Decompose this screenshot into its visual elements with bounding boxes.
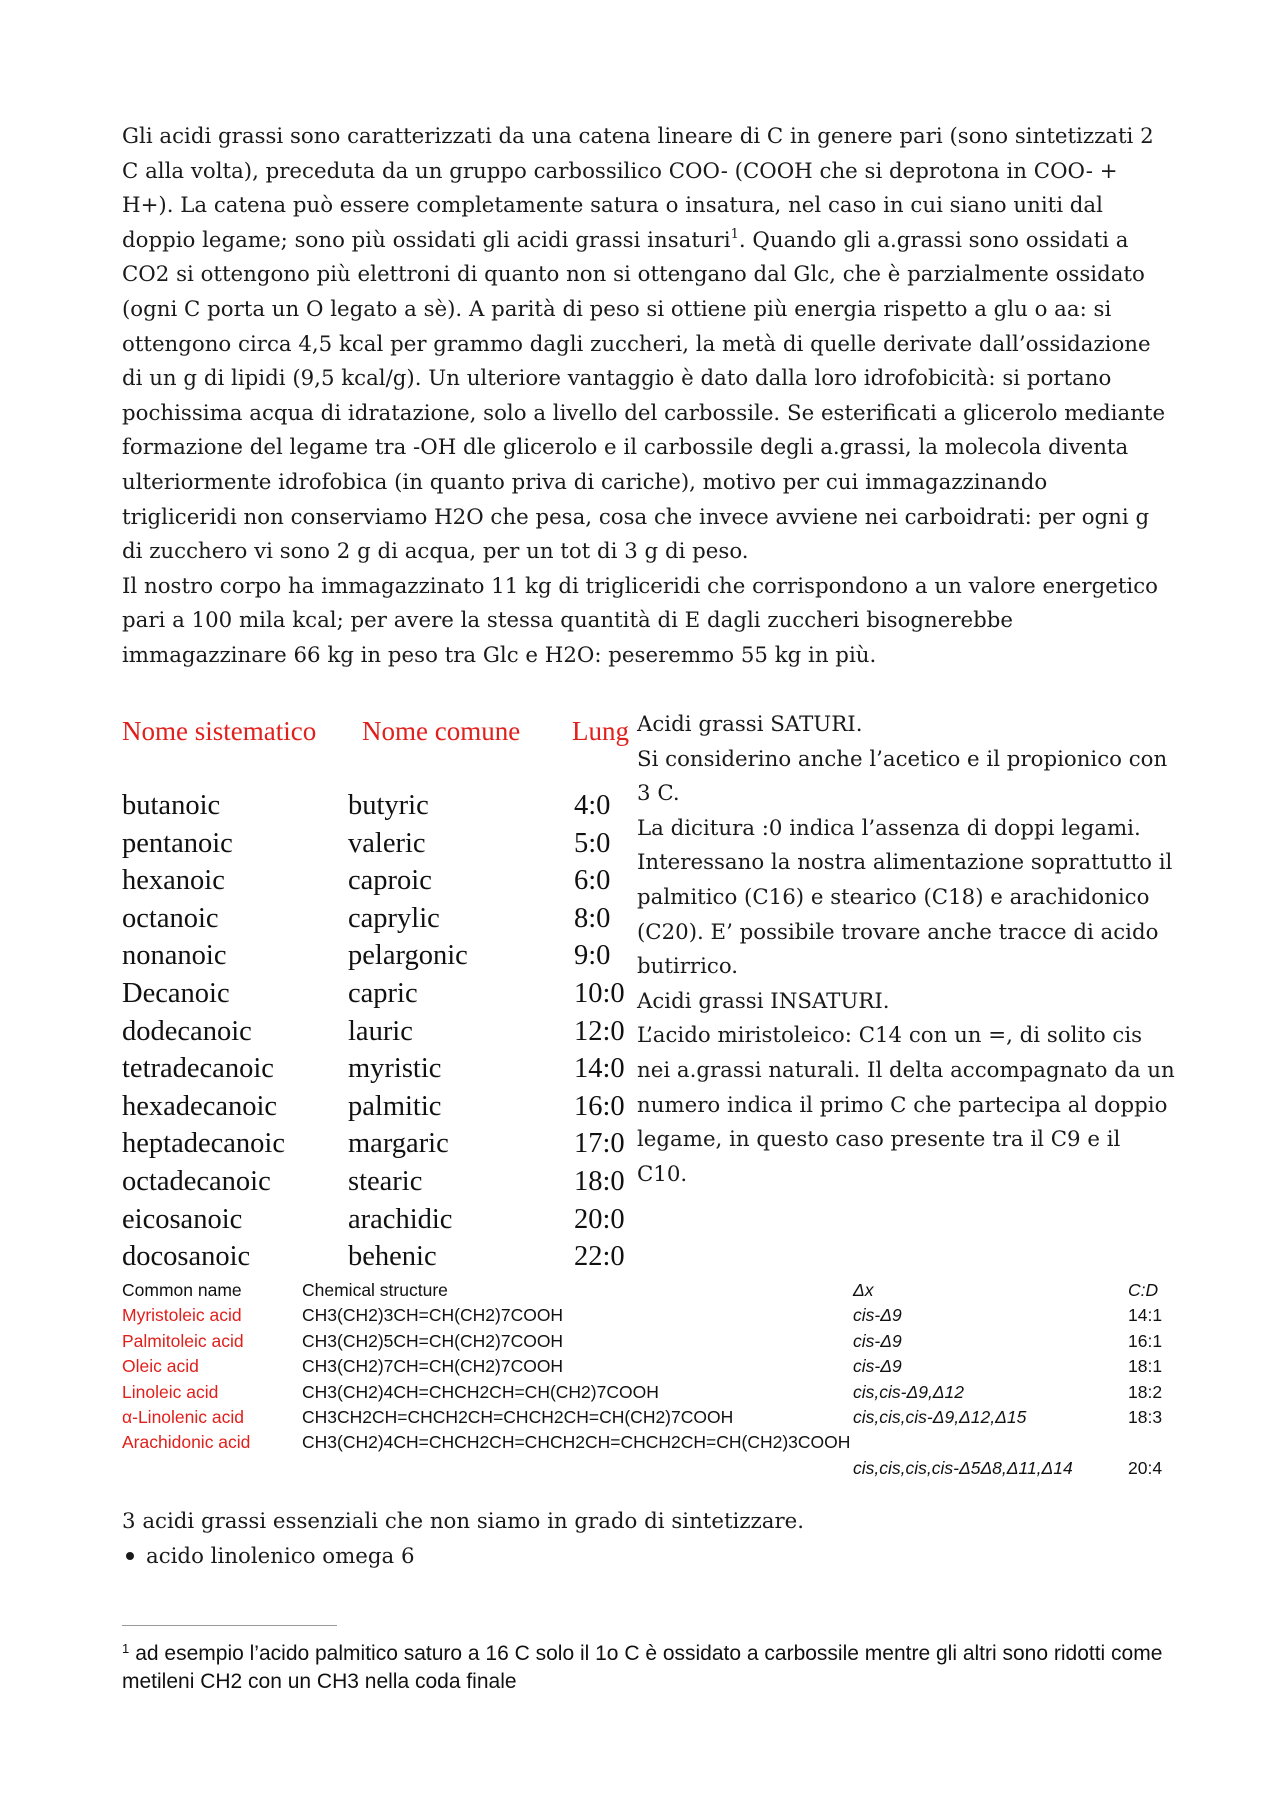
header-delta: Δx: [853, 1280, 874, 1300]
length-cell: 8:0: [574, 902, 611, 934]
acid-name-cell: α-Linolenic acid: [122, 1407, 244, 1427]
length-cell: 12:0: [574, 1015, 625, 1047]
cd-cell: 20:4: [1128, 1457, 1163, 1478]
side-note-line: Acidi grassi SATURI.: [637, 712, 863, 737]
systematic-name-cell: heptadecanoic: [122, 1128, 285, 1160]
footnote: [122, 1640, 1182, 1696]
intro-text-b: . Quando gli a.grassi sono ossidati a CO2 si ottengono più elettroni di quanto non si ottengano dal Glc, che è parzialmente ossidato (ogni C porta un O legato a sè). A parità di peso si ottiene più energia rispetto a glu o aa: si ottengono circa 4,5 kcal per grammo dagli zuccheri, la metà di quelle derivate dall’ossidazione di un g di lipidi (9,5 kcal/g). Un ulteriore vantaggio è dato dalla loro idrofobicità: si portano pochissima acqua di idratazione, solo a livello del carbossile. Se esterificati a glicerolo mediante formazione del legame tra -OH dle glicerolo e il carbossile degli a.grassi, la molecola diventa ulteriormente idrofobica (in quanto priva di cariche), motivo per cui immagazzinando trigliceridi non conserviamo H2O che pesa, cosa che invece avviene nei carboidrati: per ogni g di zucchero vi sono 2 g di acqua, per un tot di 3 g di peso.: [122, 227, 1166, 565]
cd-cell: 18:1: [1128, 1356, 1163, 1377]
common-name-cell: myristic: [348, 1053, 442, 1085]
acid-name-cell: Palmitoleic acid: [122, 1330, 244, 1351]
intro-paragraph-2: Il nostro corpo ha immagazzinato 11 kg di trigliceridi che corrispondono a un valore energetico pari a 100 mila kcal; per avere la stessa quantità di E dagli zuccheri bisognerebbe immagazzinare 66 kg in peso tra Glc e H2O: peseremmo 55 kg in più.: [122, 573, 1158, 668]
formula-cell: CH3CH2CH=CHCH2CH=CHCH2CH=CH(CH2)7COOH: [302, 1407, 734, 1427]
footnote-text: ad esempio l’acido palmitico saturo a 16 C solo il 1o C è ossidato a carbossile mentre gli altri sono ridotti come metileni CH2 con un CH3 nella coda finale: [122, 1642, 1163, 1693]
cd-cell: 18:3: [1128, 1407, 1163, 1427]
length-cell: 10:0: [574, 978, 625, 1009]
common-name-cell: pelargonic: [348, 940, 468, 972]
systematic-name-cell: hexanoic: [122, 865, 225, 897]
essential-section: [122, 1505, 804, 1574]
length-cell: 20:0: [574, 1203, 625, 1235]
side-note-line: La dicitura :0 indica l’assenza di doppi legami.: [637, 815, 1141, 841]
formula-cell: CH3(CH2)4CH=CHCH2CH=CH(CH2)7COOH: [302, 1381, 659, 1402]
formula-cell: CH3(CH2)4CH=CHCH2CH=CHCH2CH=CHCH2CH=CH(CH2)3COOH: [302, 1432, 851, 1453]
systematic-name-cell: dodecanoic: [122, 1015, 252, 1047]
header-systematic-name: Nome sistematico: [122, 716, 317, 746]
common-name-cell: behenic: [348, 1241, 437, 1273]
systematic-name-cell: eicosanoic: [122, 1203, 243, 1235]
systematic-name-cell: octadecanoic: [122, 1166, 271, 1197]
acid-name-cell: Oleic acid: [122, 1356, 199, 1377]
side-note-line: L’acido miristoleico: C14 con un =, di solito cis nei a.grassi naturali. Il delta accompagnato da un numero indica il primo C che partecipa al doppio legame, in questo caso presente tra il C9 e il C10.: [637, 1023, 1175, 1187]
intro-paragraph-1: [122, 120, 1167, 570]
side-note-line: Interessano la nostra alimentazione soprattutto il palmitico (C16) e stearico (C18) e arachidonico (C20). E’ possibile trovare anche tracce di acido butirrico.: [637, 850, 1173, 980]
formula-cell: CH3(CH2)7CH=CH(CH2)7COOH: [302, 1356, 564, 1377]
formula-cell: CH3(CH2)5CH=CH(CH2)7COOH: [302, 1330, 564, 1351]
footnote-marker: 1: [122, 1641, 130, 1656]
systematic-name-cell: octanoic: [122, 902, 219, 934]
systematic-name-cell: pentanoic: [122, 827, 233, 859]
length-cell: 17:0: [574, 1128, 625, 1160]
delta-cell: cis,cis,cis-Δ9,Δ12,Δ15: [853, 1407, 1027, 1427]
systematic-name-cell: butanoic: [122, 790, 221, 821]
systematic-name-cell: tetradecanoic: [122, 1053, 274, 1085]
essential-bullet: [122, 1540, 804, 1575]
essential-text: 3 acidi grassi essenziali che non siamo in grado di sintetizzare.: [122, 1509, 805, 1534]
systematic-name-cell: docosanoic: [122, 1241, 251, 1273]
length-cell: 14:0: [574, 1053, 625, 1085]
acid-name-cell: Myristoleic acid: [122, 1305, 242, 1326]
delta-cell: cis,cis,cis,cis-Δ5Δ8,Δ11,Δ14: [853, 1457, 1073, 1478]
delta-cell: cis-Δ9: [853, 1305, 902, 1326]
length-cell: 22:0: [574, 1241, 625, 1273]
delta-cell: cis-Δ9: [853, 1330, 902, 1351]
length-cell: 18:0: [574, 1166, 625, 1197]
delta-cell: cis,cis-Δ9,Δ12: [853, 1381, 965, 1402]
common-name-cell: butyric: [348, 790, 429, 821]
header-cd: C:D: [1128, 1280, 1159, 1300]
side-note-line: Si considerino anche l’acetico e il propionico con 3 C.: [637, 746, 1168, 807]
intro-text-a: Gli acidi grassi sono caratterizzati da una catena lineare di C in genere pari (sono sintetizzati 2 C alla volta), preceduta da un gruppo carbossilico COO- (COOH che si deprotona in COO- + H+). La catena può essere completamente satura o insatura, nel caso in cui siano uniti dal doppio legame; sono più ossidati gli acidi grassi insaturi: [122, 124, 1154, 253]
length-cell: 9:0: [574, 940, 611, 972]
length-cell: 16:0: [574, 1090, 625, 1122]
systematic-name-cell: Decanoic: [122, 978, 230, 1009]
length-cell: 5:0: [574, 827, 611, 859]
common-name-cell: palmitic: [348, 1090, 442, 1122]
common-name-cell: lauric: [348, 1015, 413, 1047]
delta-cell: cis-Δ9: [853, 1356, 902, 1377]
common-name-cell: caproic: [348, 865, 432, 897]
common-name-cell: margaric: [348, 1128, 449, 1160]
cd-cell: 16:1: [1128, 1330, 1163, 1351]
footnote-divider: [122, 1625, 337, 1626]
common-name-cell: caprylic: [348, 902, 440, 934]
cd-cell: 18:2: [1128, 1381, 1163, 1402]
common-name-cell: arachidic: [348, 1203, 453, 1235]
common-name-cell: valeric: [348, 827, 426, 859]
acid-name-cell: Linoleic acid: [122, 1381, 219, 1402]
intro-text: [122, 120, 1167, 674]
acid-name-cell: Arachidonic acid: [122, 1432, 251, 1453]
header-common-name: Common name: [122, 1280, 242, 1300]
footnote-ref[interactable]: 1: [730, 226, 739, 242]
essential-bullet-text: acido linolenico omega 6: [146, 1543, 415, 1569]
systematic-name-cell: hexadecanoic: [122, 1090, 278, 1122]
cd-cell: 14:1: [1128, 1305, 1163, 1326]
common-name-cell: capric: [348, 978, 418, 1009]
length-cell: 4:0: [574, 790, 611, 821]
common-name-cell: stearic: [348, 1166, 423, 1197]
systematic-name-cell: nonanoic: [122, 940, 227, 972]
side-note-line: Acidi grassi INSATURI.: [637, 988, 890, 1014]
header-common-name: Nome comune: [362, 716, 521, 746]
side-note: [637, 708, 1177, 1192]
header-chemical-structure: Chemical structure: [302, 1280, 448, 1300]
length-cell: 6:0: [574, 865, 611, 897]
header-length: Lung: [572, 716, 629, 746]
bullet-icon: [126, 1552, 134, 1560]
formula-cell: CH3(CH2)3CH=CH(CH2)7COOH: [302, 1305, 564, 1326]
